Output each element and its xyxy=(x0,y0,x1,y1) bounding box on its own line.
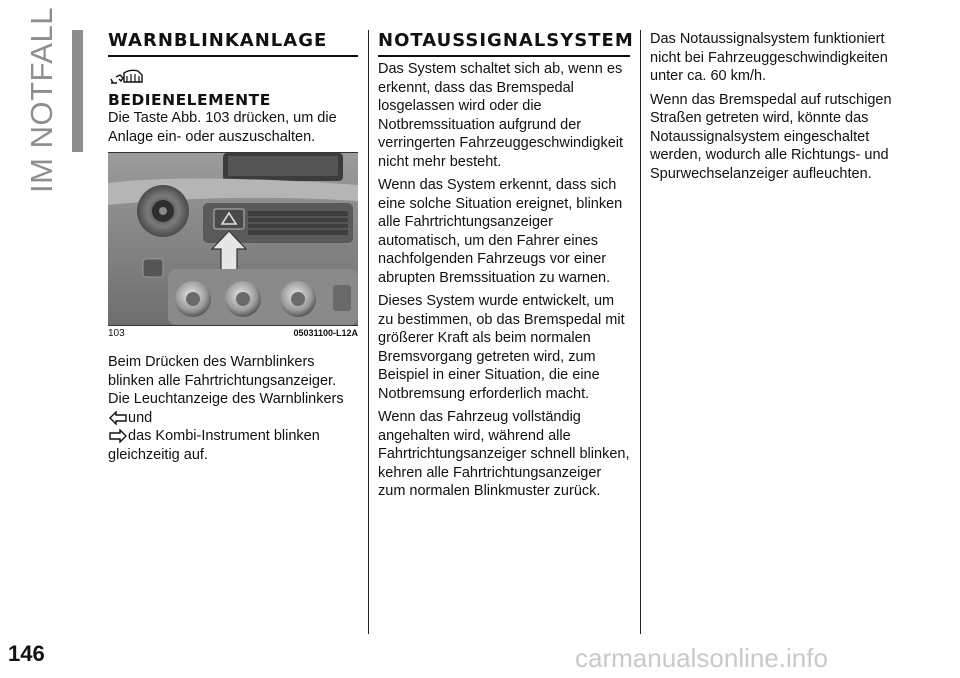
watermark: carmanualsonline.info xyxy=(575,643,828,673)
hazard-text-part3: das Kombi-Instrument blinken gleichzeitig auf. xyxy=(108,428,320,463)
paragraph-hazard-indicator xyxy=(108,353,358,464)
paragraph: Das Notaussignalsystem funktioniert nicht bei Fahrzeuggeschwindigkeiten unter ca. 60 km/h. xyxy=(650,31,888,84)
column-system-notes xyxy=(650,30,900,188)
heading-notaussignalsystem: NOTAUSSIGNALSYSTEM xyxy=(378,30,634,51)
hazard-text-part1: Beim Drücken des Warnblinkers blinken alle Fahrtrichtungsanzeiger. Die Leuchtanzeige des Warnblinkers xyxy=(108,354,344,407)
turn-left-icon xyxy=(109,411,127,425)
heading-underline xyxy=(108,55,358,57)
figure-caption xyxy=(108,326,358,339)
car-tools-icon xyxy=(108,67,148,87)
column-emergency-signal xyxy=(378,30,634,506)
section-side-bar xyxy=(72,30,83,152)
heading-bedienelemente: BEDIENELEMENTE xyxy=(108,91,271,109)
figure-number: 103 xyxy=(108,328,125,339)
paragraph-press-button: Die Taste Abb. 103 drücken, um die Anlage ein- oder auszuschalten. xyxy=(108,110,337,145)
paragraph: Wenn das Fahrzeug vollständig angehalten wird, während alle Fahrtrichtungsanzeiger schnell blinken, kehren alle Fahrtrichtungsanzeiger zum normalen Blinkmuster zurück. xyxy=(378,409,630,499)
section-label-text: IM NOTFALL xyxy=(24,7,59,193)
column-divider xyxy=(640,30,641,634)
paragraph: Wenn das System erkennt, dass sich eine solche Situation ereignet, blinken alle Fahrtrichtungsanzeiger automatisch, um den Fahrer eines nachfolgenden Fahrzeugs vor einer abrupten Bremssituation zu warnen. xyxy=(378,177,623,286)
paragraph: Wenn das Bremspedal auf rutschigen Straßen getreten wird, könnte das Notaussignalsystem eingeschaltet werden, wodurch alle Richtungs- und Spurwechselanzeiger aufleuchten. xyxy=(650,91,892,182)
hazard-text-part2: und xyxy=(128,409,153,426)
figure-code: 05031100-L12A xyxy=(293,328,358,338)
column-divider xyxy=(368,30,369,634)
page-number: 146 xyxy=(8,641,45,666)
turn-right-icon xyxy=(109,429,127,443)
paragraph: Dieses System wurde entwickelt, um zu bestimmen, ob das Bremspedal mit größerer Kraft als beim normalen Bremsvorgang getreten wird, zum Beispiel in einer Situation, die eine Notbremsung erforderlich macht. xyxy=(378,293,625,402)
heading-underline xyxy=(378,55,630,57)
dashboard-photo xyxy=(108,153,358,325)
figure-dashboard-photo xyxy=(108,152,358,326)
column-hazard-lights xyxy=(108,30,358,469)
paragraph: Das System schaltet sich ab, wenn es erkennt, dass das Bremspedal losgelassen wird oder die Notbremssituation aufgrund der verringerten Fahrzeuggeschwindigkeit nicht mehr besteht. xyxy=(378,61,624,170)
section-label xyxy=(20,7,64,193)
heading-warnblinkanlage: WARNBLINKANLAGE xyxy=(108,30,328,51)
car-tools-icon-row xyxy=(108,63,358,91)
